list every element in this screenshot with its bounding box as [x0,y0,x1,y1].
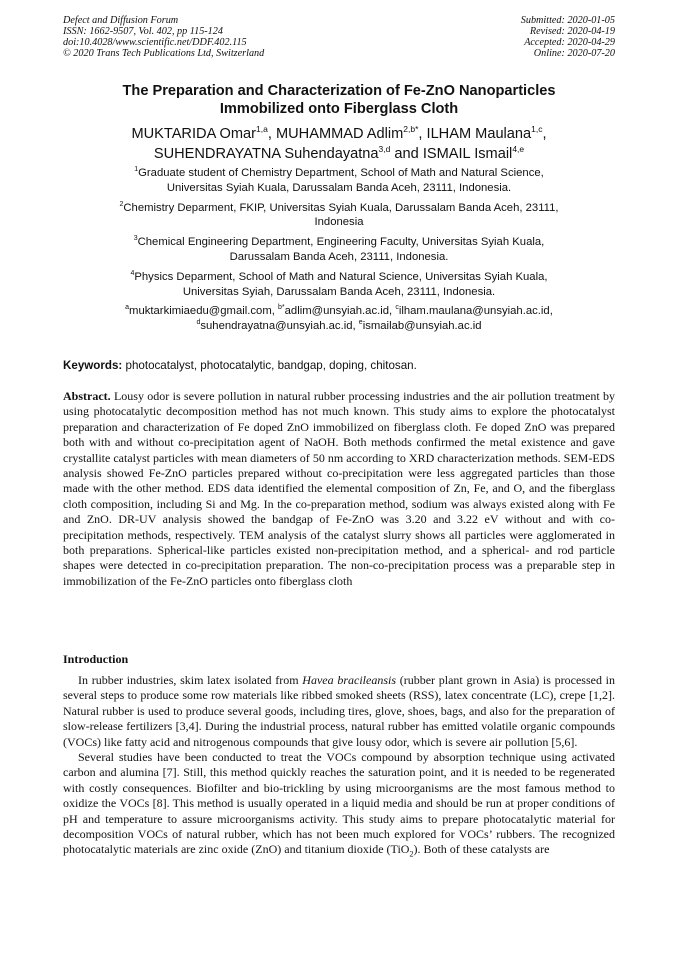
keywords-text: photocatalyst, photocatalytic, bandgap, doping, chitosan. [122,359,417,372]
keywords [63,359,615,373]
intro-paragraph-1 [63,673,615,750]
submission-dates [521,15,615,59]
affiliation-number: 3 [133,235,138,243]
introduction-heading: Introduction [63,652,129,666]
author-sup: 3,d [378,144,391,155]
author-sup: 1,c [531,124,543,135]
keywords-label: Keywords: [63,359,123,372]
introduction-body [63,673,615,858]
affiliation-text: Indonesia [314,216,364,229]
author-name: MUHAMMAD Adlim [275,126,404,142]
author-name: SUHENDRAYATNA Suhendayatna [153,146,379,162]
subscript: 2 [409,849,414,859]
revised-date: Revised: 2020-04-19 [529,26,615,37]
author-name: MUKTARIDA Omar [131,126,257,142]
issn: ISSN: 1662-9507, Vol. 402, pp 115-124 [63,26,223,37]
email-sup: b* [278,304,285,312]
author-list [63,124,615,164]
author-separator: , [542,126,547,142]
author-name: ISMAIL Ismail [422,146,513,162]
abstract-text: Lousy odor is severe pollution in natural rubber processing industries and the air pollution treatment by using photocatalytic decomposition method has not much known. This study aims to explore the photocatalyst preparation and characterization of Fe doped ZnO immobilized on fiberglass cloth. Fe doped ZnO was prepared both with and without co-precipitation agent of NaOH. Both methods confirmed the metal existence and gave crystallite catalyst particles with mean diameters of 50 nm according to XRD characterization methods. SEM-EDS analysis showed Fe-ZnO particles prepared without co-precipitation were less aggregated particles than those made with the other method. EDS data identified the elemental composition of Zn, Fe, and O, and the fiberglass cloth composition, including Si and Mg. In the co-preparation method, sodium was always existed along with Fe and ZnO. DR-UV analysis showed the bandgap of Fe-ZnO was 3.20 and 3.22 eV without and with co-precipitation methods, respectively. TEM analysis of the catalyst slurry shows all particles were agglomerated in both preparations. Spherical-like particles existed non-precipitation method, and a spherical- and rod particle shapes were detected in co-precipitation preparation. The non-co-precipitation process was a preparable step in immobilization of the Fe-ZnO particles onto fiberglass cloth [63,389,615,588]
affiliation-number: 2 [119,200,124,208]
author-sup: 1,a [256,124,268,135]
affiliation-text: Chemistry Deparment, FKIP, Universitas Syiah Kuala, Darussalam Banda Aceh, 23111, [123,201,559,214]
author-line-2 [63,144,615,164]
affiliation-number: 1 [134,166,139,174]
species-name: Havea bracileansis [302,673,396,687]
email-list [63,304,615,334]
email-a: muktarkimiaedu@gmail.com, [129,305,279,318]
affiliation-number: 4 [130,270,135,278]
email-c: ilham.maulana@unsyiah.ac.id, [398,305,553,318]
email-sup: a [125,304,130,312]
email-sup: c [395,304,399,312]
submitted-date: Submitted: 2020-01-05 [520,15,615,26]
paper-title [63,82,615,118]
affiliation-4 [63,270,615,300]
author-sup: 4,e [512,144,525,155]
intro-text: (rubber plant grown in Asia) is processed in several steps to produce some row materials like ribbed smoked sheets (RSS), latex concentrate (LC), crepe [1,2]. Natural rubber is used to produce several goods, including tires, glove, shoes, bags, and also for the preparation of slow-release fertilizers [3,4]. During the industrial process, natural rubber has emitted volatile organic compounds (VOCs) like fatty acid and nitrogenous compounds that give lousy odor, which is severe air pollution [5,6]. [63,673,615,749]
affiliation-text: Darussalam Banda Aceh, 23111, Indonesia. [229,250,449,263]
email-d: suhendrayatna@unsyiah.ac.id, [200,320,359,333]
journal-info [63,15,264,59]
affiliation-list [63,166,615,334]
affiliation-text: Graduate student of Chemistry Department, School of Math and Natural Science, [138,167,544,179]
journal-name: Defect and Diffusion Forum [63,15,179,26]
abstract [63,389,615,589]
email-b: adlim@unsyiah.ac.id, [284,305,396,318]
intro-text: In rubber industries, skim latex isolated from [78,673,303,687]
affiliation-2 [63,201,615,231]
affiliation-1 [63,166,615,196]
author-sup: 2,b* [403,124,419,135]
author-line-1 [63,124,615,144]
intro-paragraph-2 [63,750,615,858]
doi: doi:10.4028/www.scientific.net/DDF.402.115 [63,37,247,48]
affiliation-text: Physics Deparment, School of Math and Natural Science, Universitas Syiah Kuala, [134,270,548,283]
title-line-2: Immobilized onto Fiberglass Cloth [219,101,459,117]
copyright: © 2020 Trans Tech Publications Ltd, Switzerland [63,48,265,59]
author-name: ILHAM Maulana [426,126,532,142]
online-date: Online: 2020-07-20 [533,48,615,59]
affiliation-text: Universitas Syiah Kuala, Darussalam Banda Aceh, 23111, Indonesia. [166,181,512,194]
abstract-label: Abstract. [63,389,111,403]
author-separator: and [390,146,423,162]
email-sup: d [196,319,201,327]
email-sup: e [358,319,363,327]
title-line-1: The Preparation and Characterization of Fe-ZnO Nanoparticles [122,83,556,99]
affiliation-text: Chemical Engineering Department, Engineering Faculty, Universitas Syiah Kuala, [137,236,545,249]
author-separator: , [418,126,427,142]
affiliation-3 [63,235,615,265]
intro-text: Several studies have been conducted to treat the VOCs compound by absorption technique using activated carbon and alumina [7]. Still, this method quickly reaches the saturation point, and it is needed to be regenerated with costly consequences. Biofilter and bio-trickling by using microorganisms are the most famous method to oxidize the VOCs [8]. This method is usually operated in a liquid media and should be run at proper conditions of pH and temperature to assure microorganisms activity. This study aims to prepare photocatalytic material for decomposition VOCs of natural rubber, which has not been much explored for VOCs’ rubbers. The recognized photocatalytic materials are zinc oxide (ZnO) and titanium dioxide (TiO [63,750,615,857]
author-separator: , [267,126,276,142]
email-e: ismailab@unsyiah.ac.id [362,320,482,333]
affiliation-text: Universitas Syiah, Darussalam Banda Aceh, 23111, Indonesia. [182,285,496,298]
accepted-date: Accepted: 2020-04-29 [524,37,615,48]
intro-text: ). Both of these catalysts are [413,842,550,857]
